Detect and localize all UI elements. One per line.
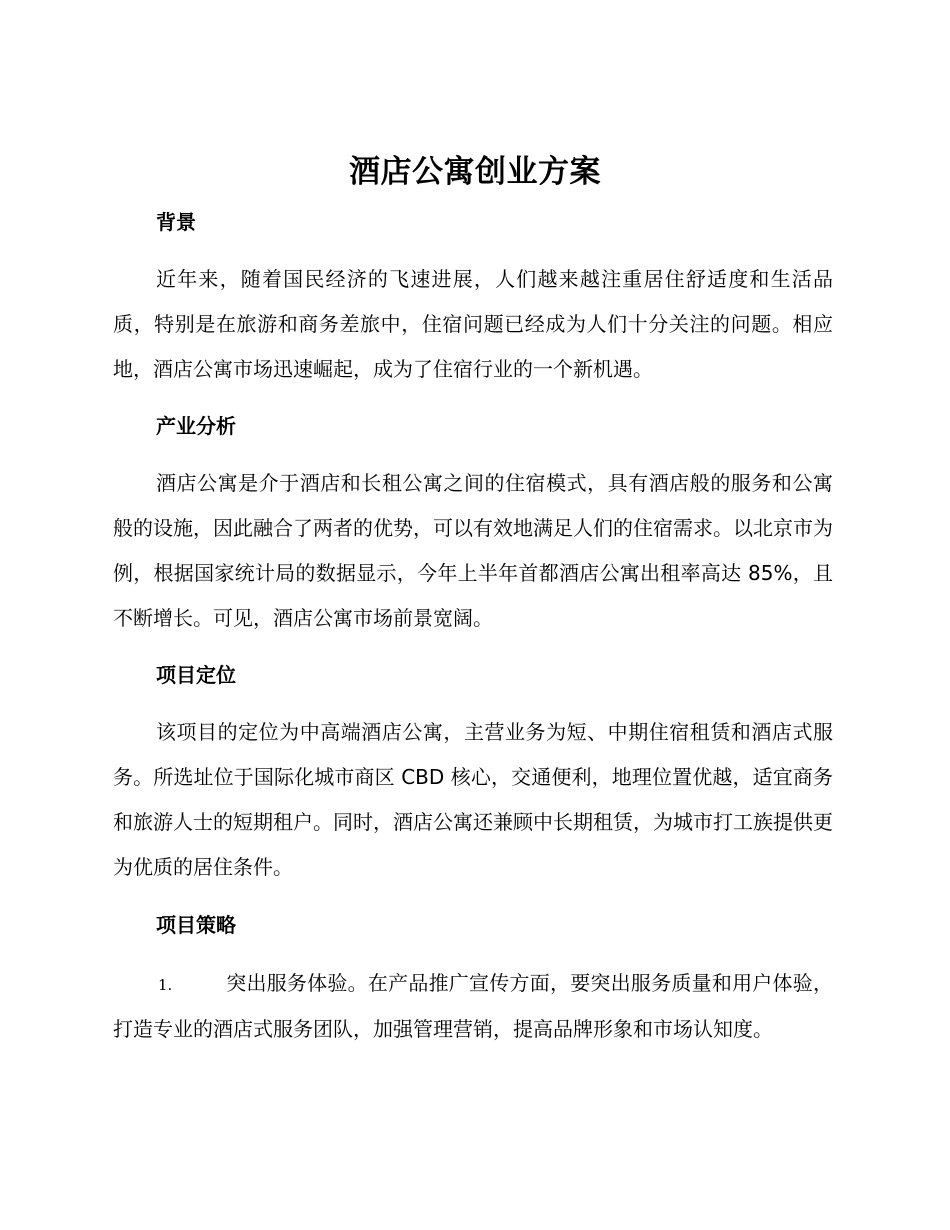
section-paragraph-industry-analysis: 酒店公寓是介于酒店和长租公寓之间的住宿模式，具有酒店般的服务和公寓般的设施，因此融合了两者的优势，可以有效地满足人们的住宿需求。以北京市为例，根据国家统计局的数据显示，今年上半年首都酒店公寓出租率高达 85%，且不断增长。可见，酒店公寓市场前景宽阔。 — [113, 471, 833, 630]
section-heading-background: 背景 — [156, 210, 196, 234]
section-paragraph-background: 近年来，随着国民经济的飞速进展，人们越来越注重居住舒适度和生活品质，特别是在旅游和商务差旅中，住宿问题已经成为人们十分关注的问题。相应地，酒店公寓市场迅速崛起，成为了住宿行业的一个新机遇。 — [113, 267, 833, 381]
section-heading-industry-analysis: 产业分析 — [156, 414, 236, 438]
section-heading-strategy: 项目策略 — [156, 913, 236, 937]
list-item-text: 突出服务体验。在产品推广宣传方面，要突出服务质量和用户体验，打造专业的酒店式服务团队，加强管理营销，提高品牌形象和市场认知度。 — [113, 971, 833, 1041]
section-heading-positioning: 项目定位 — [156, 663, 236, 687]
section-paragraph-positioning: 该项目的定位为中高端酒店公寓，主营业务为短、中期住宿租赁和酒店式服务。所选址位于国际化城市商区 CBD 核心，交通便利，地理位置优越，适宜商务和旅游人士的短期租户。同时，酒店公寓还兼顾中长期租赁，为城市打工族提供更为优质的居住条件。 — [113, 720, 833, 879]
list-item — [113, 961, 833, 1051]
list-item-number: 1. — [158, 976, 173, 994]
document-title: 酒店公寓创业方案 — [349, 154, 601, 190]
